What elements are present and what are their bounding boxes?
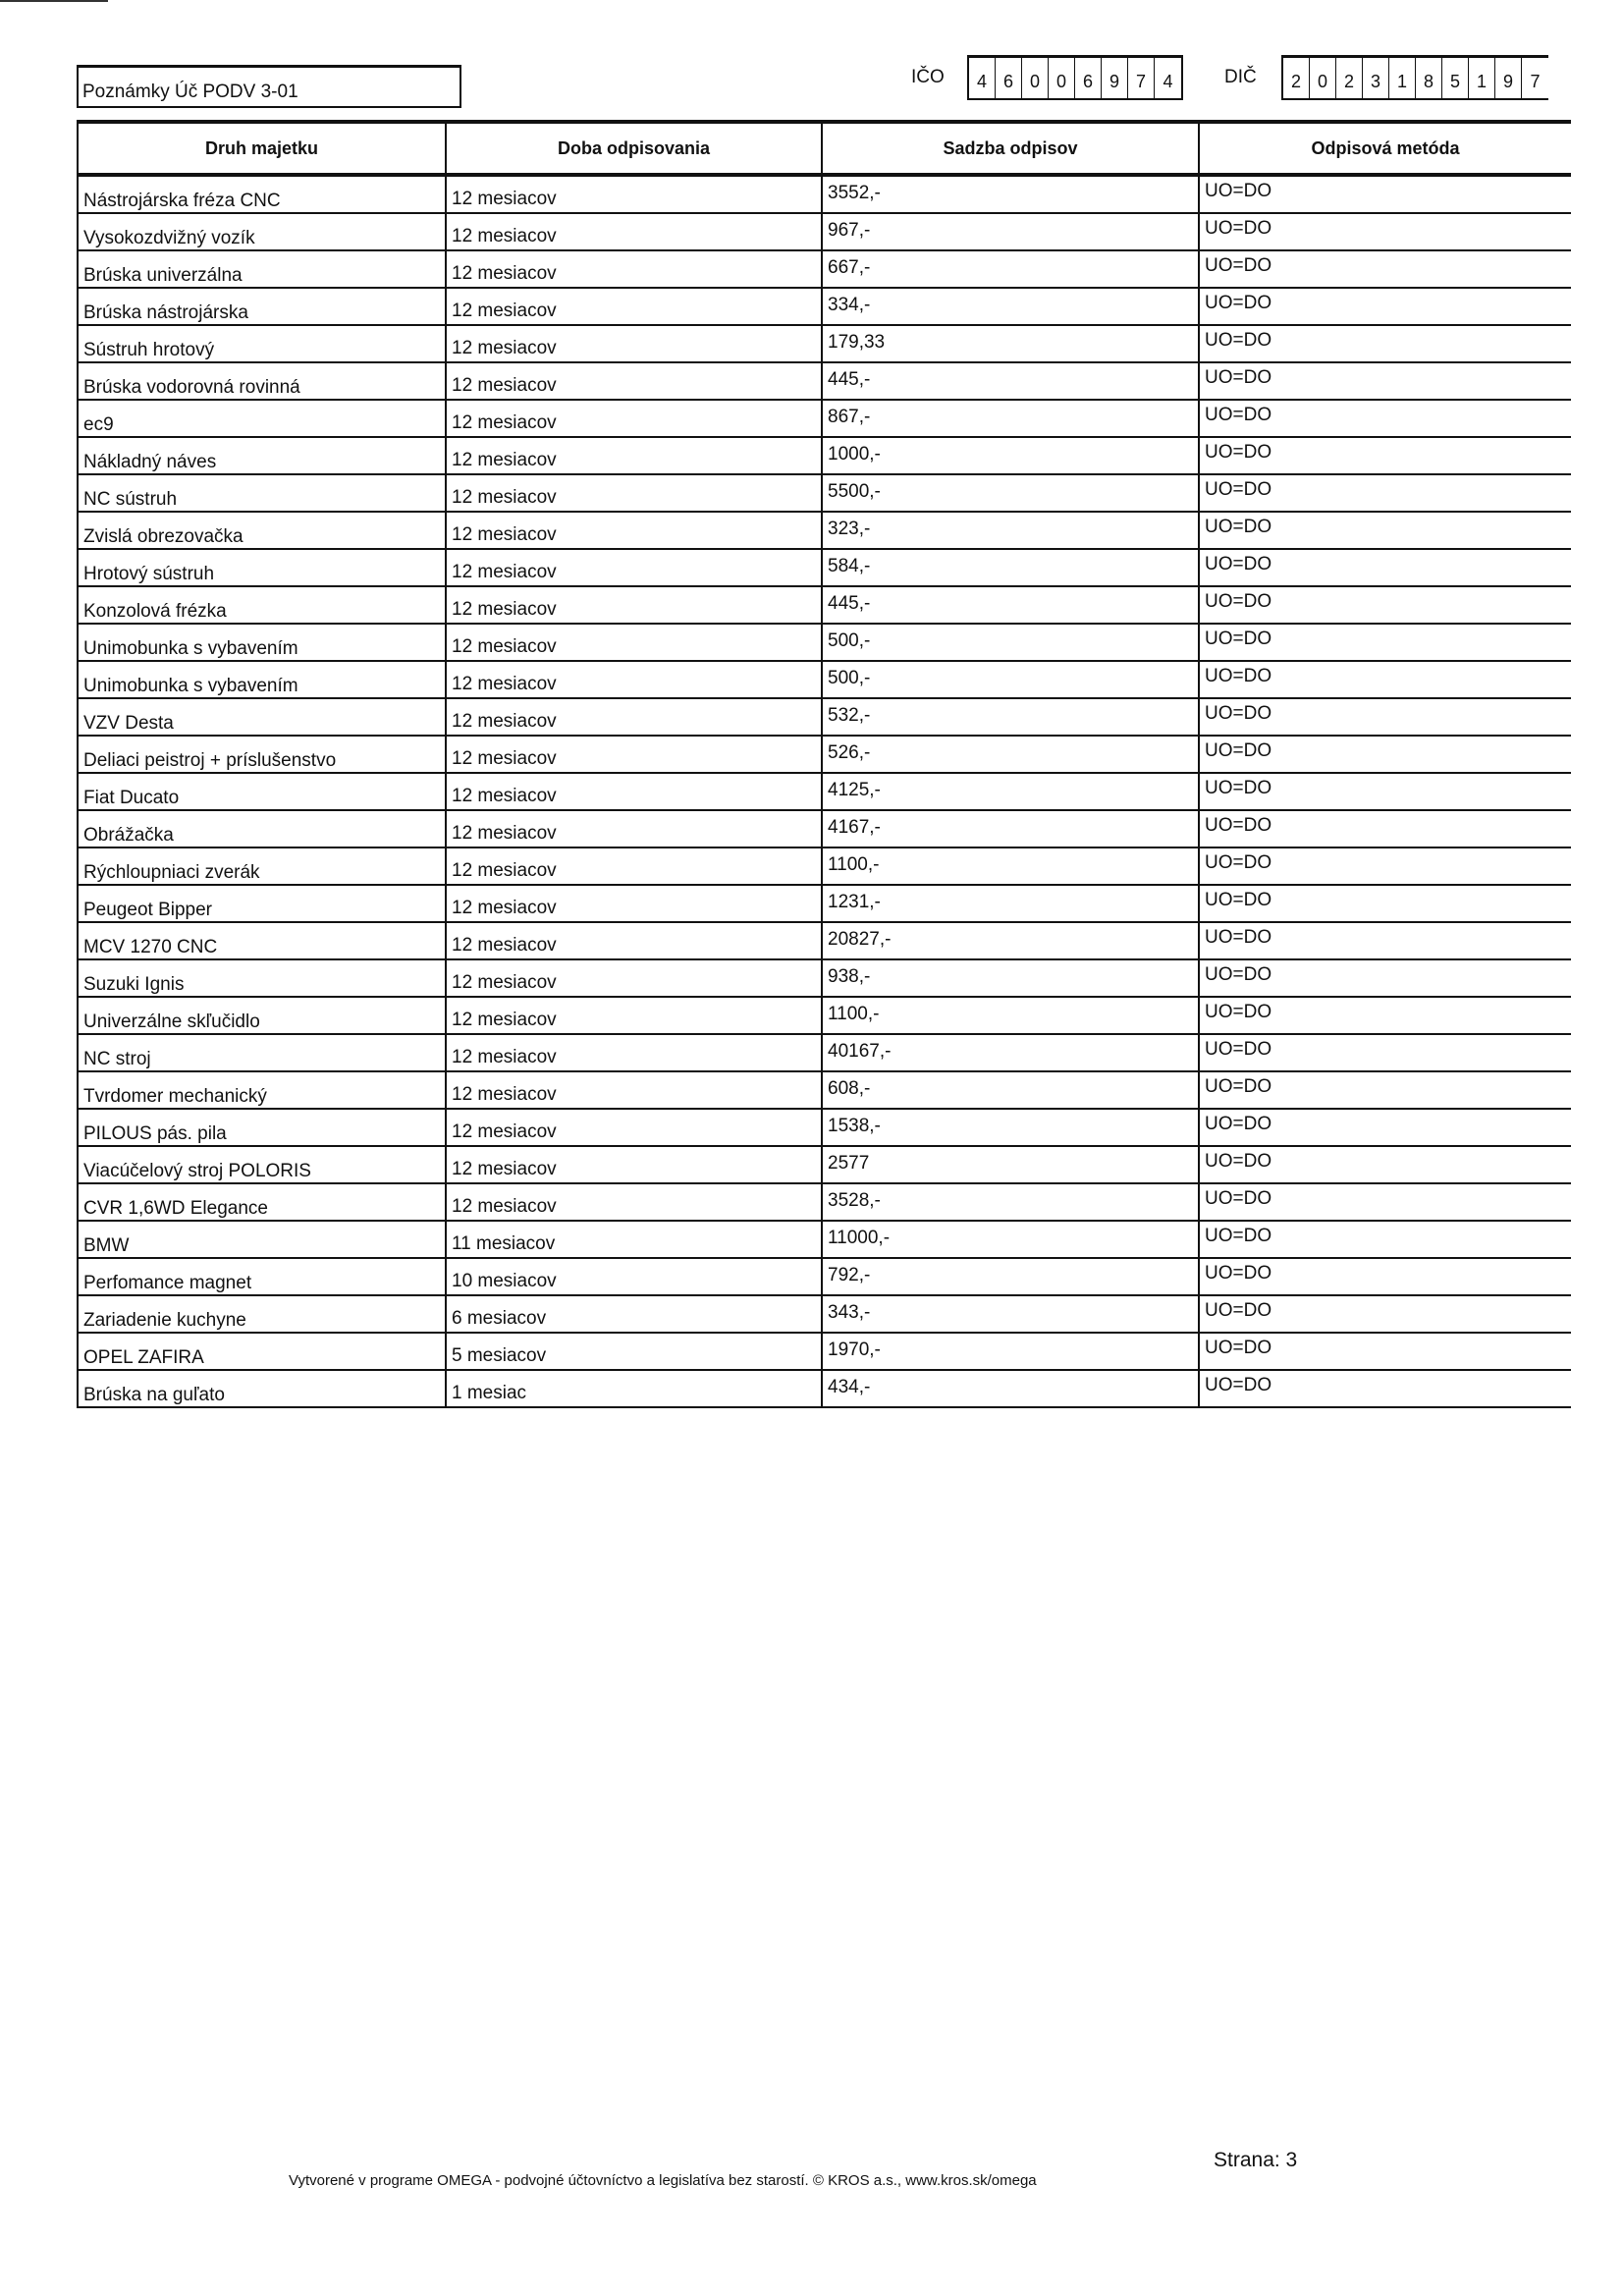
depreciation-method-cell: UO=DO: [1199, 437, 1571, 474]
table-row: [78, 549, 1571, 586]
depreciation-period-cell: 12 mesiacov: [446, 474, 822, 512]
depreciation-method-cell: UO=DO: [1199, 586, 1571, 624]
depreciation-method-cell: UO=DO: [1199, 512, 1571, 549]
table-row: [78, 810, 1571, 847]
table-row: [78, 175, 1571, 213]
asset-type-cell: Peugeot Bipper: [78, 885, 446, 922]
table-row: [78, 1258, 1571, 1295]
depreciation-method-cell: UO=DO: [1199, 736, 1571, 773]
table-row: [78, 959, 1571, 997]
asset-type-cell: Brúska na guľato: [78, 1370, 446, 1407]
table-row: [78, 362, 1571, 400]
dic-digit: 8: [1416, 58, 1442, 98]
depreciation-period-cell: 12 mesiacov: [446, 624, 822, 661]
depreciation-period-cell: 12 mesiacov: [446, 810, 822, 847]
table-row: [78, 250, 1571, 288]
asset-type-cell: Hrotový sústruh: [78, 549, 446, 586]
depreciation-method-cell: UO=DO: [1199, 288, 1571, 325]
depreciation-method-cell: UO=DO: [1199, 325, 1571, 362]
depreciation-rate-cell: 40167,-: [822, 1034, 1199, 1071]
table-row: [78, 1034, 1571, 1071]
depreciation-rate-cell: 434,-: [822, 1370, 1199, 1407]
asset-type-cell: Brúska vodorovná rovinná: [78, 362, 446, 400]
table-row: [78, 997, 1571, 1034]
table-row: [78, 698, 1571, 736]
depreciation-period-cell: 12 mesiacov: [446, 400, 822, 437]
ico-label: IČO: [911, 67, 945, 87]
depreciation-rate-cell: 334,-: [822, 288, 1199, 325]
asset-type-cell: NC sústruh: [78, 474, 446, 512]
depreciation-period-cell: 5 mesiacov: [446, 1333, 822, 1370]
depreciation-method-cell: UO=DO: [1199, 400, 1571, 437]
asset-type-cell: Vysokozdvižný vozík: [78, 213, 446, 250]
asset-type-cell: Unimobunka s vybavením: [78, 624, 446, 661]
ico-digit: 4: [969, 58, 996, 98]
asset-type-cell: Brúska nástrojárska: [78, 288, 446, 325]
dic-digit: 2: [1336, 58, 1363, 98]
table-row: [78, 736, 1571, 773]
footer-text: Vytvorené v programe OMEGA - podvojné účtovníctvo a legislatíva bez starostí. © KROS a.s., www.kros.sk/omega: [289, 2172, 1037, 2189]
depreciation-period-cell: 12 mesiacov: [446, 959, 822, 997]
asset-type-cell: Viacúčelový stroj POLORIS: [78, 1146, 446, 1183]
depreciation-rate-cell: 11000,-: [822, 1221, 1199, 1258]
dic-label: DIČ: [1224, 67, 1257, 87]
depreciation-rate-cell: 967,-: [822, 213, 1199, 250]
asset-type-cell: Unimobunka s vybavením: [78, 661, 446, 698]
asset-type-cell: Rýchloupniaci zverák: [78, 847, 446, 885]
depreciation-period-cell: 1 mesiac: [446, 1370, 822, 1407]
table-row: [78, 1221, 1571, 1258]
depreciation-period-cell: 12 mesiacov: [446, 586, 822, 624]
depreciation-rate-cell: 584,-: [822, 549, 1199, 586]
dic-digit: 5: [1442, 58, 1469, 98]
depreciation-period-cell: 12 mesiacov: [446, 997, 822, 1034]
asset-type-cell: Fiat Ducato: [78, 773, 446, 810]
depreciation-period-cell: 12 mesiacov: [446, 885, 822, 922]
depreciation-period-cell: 12 mesiacov: [446, 1183, 822, 1221]
asset-type-cell: Zvislá obrezovačka: [78, 512, 446, 549]
depreciation-rate-cell: 1100,-: [822, 847, 1199, 885]
dic-digit: 3: [1363, 58, 1389, 98]
document-title: Poznámky Úč PODV 3-01: [82, 82, 298, 102]
depreciation-rate-cell: 445,-: [822, 586, 1199, 624]
depreciation-method-cell: UO=DO: [1199, 1221, 1571, 1258]
depreciation-rate-cell: 867,-: [822, 400, 1199, 437]
ico-digit: 0: [1022, 58, 1049, 98]
asset-type-cell: Tvrdomer mechanický: [78, 1071, 446, 1109]
depreciation-rate-cell: 1970,-: [822, 1333, 1199, 1370]
asset-type-cell: VZV Desta: [78, 698, 446, 736]
table-row: [78, 586, 1571, 624]
dic-digit: 1: [1389, 58, 1416, 98]
depreciation-method-cell: UO=DO: [1199, 1333, 1571, 1370]
asset-type-cell: BMW: [78, 1221, 446, 1258]
depreciation-rate-cell: 20827,-: [822, 922, 1199, 959]
depreciation-method-cell: UO=DO: [1199, 1146, 1571, 1183]
depreciation-period-cell: 12 mesiacov: [446, 698, 822, 736]
depreciation-period-cell: 10 mesiacov: [446, 1258, 822, 1295]
asset-type-cell: Zariadenie kuchyne: [78, 1295, 446, 1333]
depreciation-method-cell: UO=DO: [1199, 474, 1571, 512]
asset-type-cell: MCV 1270 CNC: [78, 922, 446, 959]
table-row: [78, 1370, 1571, 1407]
depreciation-period-cell: 12 mesiacov: [446, 661, 822, 698]
ico-digit: 9: [1102, 58, 1128, 98]
depreciation-period-cell: 12 mesiacov: [446, 250, 822, 288]
depreciation-method-cell: UO=DO: [1199, 698, 1571, 736]
dic-digit: 1: [1469, 58, 1495, 98]
table-row: [78, 1295, 1571, 1333]
scan-edge-line: [0, 0, 108, 2]
depreciation-rate-cell: 500,-: [822, 624, 1199, 661]
depreciation-period-cell: 12 mesiacov: [446, 1109, 822, 1146]
column-header: Druh majetku: [78, 122, 446, 175]
depreciation-period-cell: 12 mesiacov: [446, 736, 822, 773]
depreciation-rate-cell: 500,-: [822, 661, 1199, 698]
depreciation-period-cell: 12 mesiacov: [446, 773, 822, 810]
depreciation-method-cell: UO=DO: [1199, 1370, 1571, 1407]
dic-digit: 9: [1495, 58, 1522, 98]
depreciation-period-cell: 12 mesiacov: [446, 847, 822, 885]
table-row: [78, 1146, 1571, 1183]
asset-type-cell: Konzolová frézka: [78, 586, 446, 624]
depreciation-rate-cell: 608,-: [822, 1071, 1199, 1109]
ico-digit: 4: [1163, 72, 1173, 91]
depreciation-rate-cell: 4167,-: [822, 810, 1199, 847]
depreciation-rate-cell: 179,33: [822, 325, 1199, 362]
table-row: [78, 474, 1571, 512]
table-row: [78, 885, 1571, 922]
asset-type-cell: Univerzálne skľučidlo: [78, 997, 446, 1034]
table-row: [78, 1183, 1571, 1221]
depreciation-method-cell: UO=DO: [1199, 997, 1571, 1034]
depreciation-rate-cell: 1538,-: [822, 1109, 1199, 1146]
depreciation-method-cell: UO=DO: [1199, 661, 1571, 698]
depreciation-method-cell: UO=DO: [1199, 362, 1571, 400]
asset-type-cell: Obrážačka: [78, 810, 446, 847]
column-header: Doba odpisovania: [446, 122, 822, 175]
depreciation-method-cell: UO=DO: [1199, 922, 1571, 959]
asset-type-cell: Deliaci peistroj + príslušenstvo: [78, 736, 446, 773]
table-row: [78, 1071, 1571, 1109]
table-row: [78, 400, 1571, 437]
depreciation-rate-cell: 3552,-: [822, 175, 1199, 213]
depreciation-period-cell: 12 mesiacov: [446, 362, 822, 400]
asset-type-cell: Brúska univerzálna: [78, 250, 446, 288]
dic-digit: 0: [1310, 58, 1336, 98]
depreciation-method-cell: UO=DO: [1199, 810, 1571, 847]
document-title-box: [77, 65, 461, 108]
depreciation-rate-cell: 532,-: [822, 698, 1199, 736]
depreciation-method-cell: UO=DO: [1199, 250, 1571, 288]
table-row: [78, 288, 1571, 325]
depreciation-method-cell: UO=DO: [1199, 1183, 1571, 1221]
depreciation-rate-cell: 4125,-: [822, 773, 1199, 810]
table-row: [78, 1333, 1571, 1370]
dic-digits: [1281, 55, 1548, 100]
asset-type-cell: Nástrojárska fréza CNC: [78, 175, 446, 213]
ico-digits: [967, 55, 1183, 100]
depreciation-method-cell: UO=DO: [1199, 1071, 1571, 1109]
depreciation-period-cell: 12 mesiacov: [446, 437, 822, 474]
column-header: Sadzba odpisov: [822, 122, 1199, 175]
depreciation-rate-cell: 5500,-: [822, 474, 1199, 512]
depreciation-method-cell: UO=DO: [1199, 213, 1571, 250]
table-row: [78, 1109, 1571, 1146]
asset-type-cell: Sústruh hrotový: [78, 325, 446, 362]
asset-type-cell: ec9: [78, 400, 446, 437]
table-row: [78, 213, 1571, 250]
depreciation-period-cell: 12 mesiacov: [446, 325, 822, 362]
depreciation-rate-cell: 1000,-: [822, 437, 1199, 474]
table-row: [78, 437, 1571, 474]
depreciation-method-cell: UO=DO: [1199, 549, 1571, 586]
table-row: [78, 661, 1571, 698]
asset-type-cell: OPEL ZAFIRA: [78, 1333, 446, 1370]
asset-type-cell: Perfomance magnet: [78, 1258, 446, 1295]
table-row: [78, 922, 1571, 959]
depreciation-rate-cell: 667,-: [822, 250, 1199, 288]
depreciation-method-cell: UO=DO: [1199, 175, 1571, 213]
depreciation-period-cell: 12 mesiacov: [446, 549, 822, 586]
depreciation-rate-cell: 938,-: [822, 959, 1199, 997]
asset-type-cell: Nákladný náves: [78, 437, 446, 474]
depreciation-method-cell: UO=DO: [1199, 1258, 1571, 1295]
asset-type-cell: CVR 1,6WD Elegance: [78, 1183, 446, 1221]
depreciation-rate-cell: 343,-: [822, 1295, 1199, 1333]
depreciation-period-cell: 12 mesiacov: [446, 1071, 822, 1109]
ico-digit: 7: [1128, 58, 1155, 98]
depreciation-period-cell: 12 mesiacov: [446, 1146, 822, 1183]
depreciation-period-cell: 12 mesiacov: [446, 288, 822, 325]
depreciation-method-cell: UO=DO: [1199, 959, 1571, 997]
depreciation-method-cell: UO=DO: [1199, 773, 1571, 810]
table-row: [78, 512, 1571, 549]
table-row: [78, 847, 1571, 885]
depreciation-period-cell: 12 mesiacov: [446, 512, 822, 549]
column-header: Odpisová metóda: [1199, 122, 1571, 175]
depreciation-period-cell: 11 mesiacov: [446, 1221, 822, 1258]
depreciation-method-cell: UO=DO: [1199, 1034, 1571, 1071]
depreciation-rate-cell: 445,-: [822, 362, 1199, 400]
depreciation-method-cell: UO=DO: [1199, 1295, 1571, 1333]
depreciation-rate-cell: 323,-: [822, 512, 1199, 549]
depreciation-method-cell: UO=DO: [1199, 1109, 1571, 1146]
ico-digit: 6: [996, 58, 1022, 98]
table-header-row: [78, 122, 1571, 175]
dic-digit: 7: [1530, 72, 1541, 91]
depreciation-period-cell: 12 mesiacov: [446, 922, 822, 959]
depreciation-rate-cell: 792,-: [822, 1258, 1199, 1295]
asset-type-cell: PILOUS pás. pila: [78, 1109, 446, 1146]
ico-digit: 6: [1075, 58, 1102, 98]
table-row: [78, 325, 1571, 362]
depreciation-method-cell: UO=DO: [1199, 624, 1571, 661]
ico-digit: 0: [1049, 58, 1075, 98]
page-number: Strana: 3: [1214, 2149, 1298, 2171]
depreciation-rate-cell: 526,-: [822, 736, 1199, 773]
depreciation-method-cell: UO=DO: [1199, 885, 1571, 922]
depreciation-rate-cell: 3528,-: [822, 1183, 1199, 1221]
depreciation-table: [77, 120, 1571, 1408]
depreciation-rate-cell: 1100,-: [822, 997, 1199, 1034]
depreciation-period-cell: 12 mesiacov: [446, 213, 822, 250]
asset-type-cell: Suzuki Ignis: [78, 959, 446, 997]
depreciation-period-cell: 6 mesiacov: [446, 1295, 822, 1333]
table-row: [78, 773, 1571, 810]
table-row: [78, 624, 1571, 661]
asset-type-cell: NC stroj: [78, 1034, 446, 1071]
depreciation-rate-cell: 2577: [822, 1146, 1199, 1183]
depreciation-period-cell: 12 mesiacov: [446, 1034, 822, 1071]
depreciation-period-cell: 12 mesiacov: [446, 175, 822, 213]
depreciation-method-cell: UO=DO: [1199, 847, 1571, 885]
depreciation-rate-cell: 1231,-: [822, 885, 1199, 922]
dic-digit: 2: [1283, 58, 1310, 98]
